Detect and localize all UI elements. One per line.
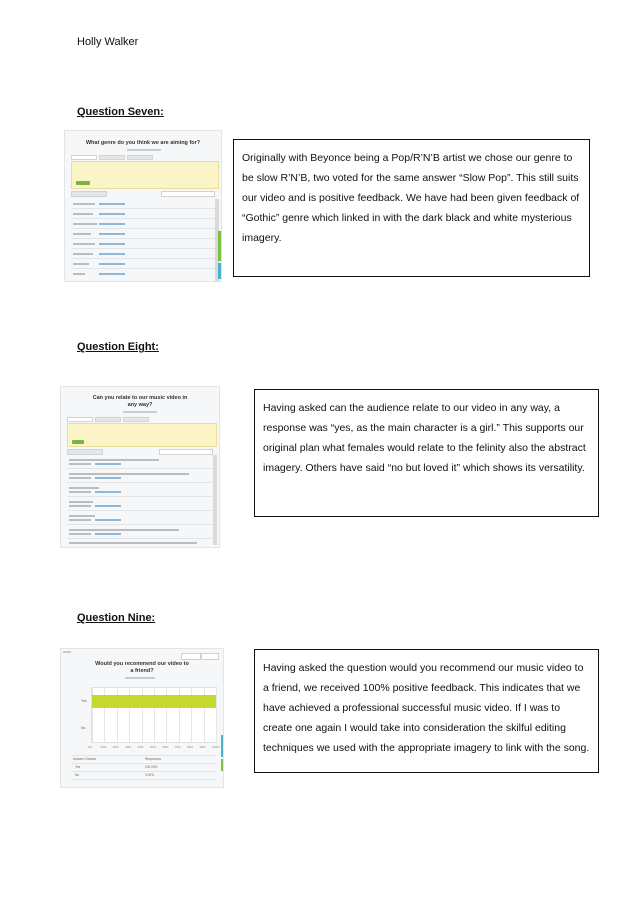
table-row-choice: Yes (75, 765, 81, 769)
x-tick-label: 60% (162, 745, 169, 749)
question-eight-screenshot (60, 386, 220, 548)
table-row-choice: No (75, 773, 80, 777)
x-tick-label: 30% (125, 745, 132, 749)
gridline (216, 688, 217, 742)
chart-title: Would you recommend our video to a friend? (95, 661, 189, 674)
table-header-choice: Answer Choices (73, 757, 97, 761)
category-label: No (81, 725, 86, 730)
bar-chart (91, 687, 217, 743)
thumb-tabs (67, 417, 215, 422)
x-tick-label: 10% (100, 745, 107, 749)
thumb-subtitle (127, 149, 161, 151)
question-eight-heading: Question Eight: (77, 341, 159, 353)
thumb-subtitle (123, 411, 157, 413)
x-tick-label: 0% (88, 745, 93, 749)
answer-text: Having asked can the audience relate to our video in any way, a response was “yes, as the main character is a girl.” This supports our original plan what females would relate to the felinity also the abstract imagery. Others have said “no but loved it” which shows its versatility. (263, 402, 586, 474)
table-row-responses: 100.00% (145, 765, 158, 769)
table-row-responses: 0.00% (145, 773, 155, 777)
question-nine-heading: Question Nine: (77, 612, 156, 624)
x-tick-label: 50% (150, 745, 157, 749)
question-eight-answer (254, 389, 599, 517)
bar-yes (92, 695, 216, 709)
question-nine-screenshot (60, 648, 224, 788)
thumb-title: Can you relate to our music video in any way? (92, 395, 188, 408)
category-label: Yes (81, 698, 87, 703)
table-header-responses: Responses (145, 757, 161, 761)
x-tick-label: 90% (199, 745, 206, 749)
x-tick-label: 20% (112, 745, 119, 749)
thumb-tabs (71, 155, 219, 160)
answer-text: Originally with Beyonce being a Pop/R’N’B artist we chose our genre to be slow R’N’B, two voted for the same answer “Slow Pop”. This still suits our video and is positive feedback. We have had been given feedback of “Gothic” genre which linked in with the dark black and white mysterious imagery. (242, 152, 580, 244)
question-seven-answer (233, 139, 590, 277)
x-tick-label: 80% (187, 745, 194, 749)
x-tick-label: 100% (212, 745, 220, 749)
thumb-notice (67, 423, 217, 447)
thumb-title: What genre do you think we are aiming for? (85, 140, 201, 146)
question-seven-screenshot (64, 130, 222, 282)
author-name: Holly Walker (77, 36, 139, 48)
question-nine-answer (254, 649, 599, 773)
x-tick-label: 40% (137, 745, 144, 749)
answer-text: Having asked the question would you recommend our music video to a friend, we received 100% positive feedback. This indicates that we have achieved a professional successful music video. If I was to create one again I would take into consideration the skilful editing techniques we used with the appropriate imagery to link with the song. (263, 662, 590, 754)
thumb-notice (71, 161, 219, 189)
question-seven-heading: Question Seven: (77, 106, 164, 118)
x-tick-label: 70% (174, 745, 181, 749)
